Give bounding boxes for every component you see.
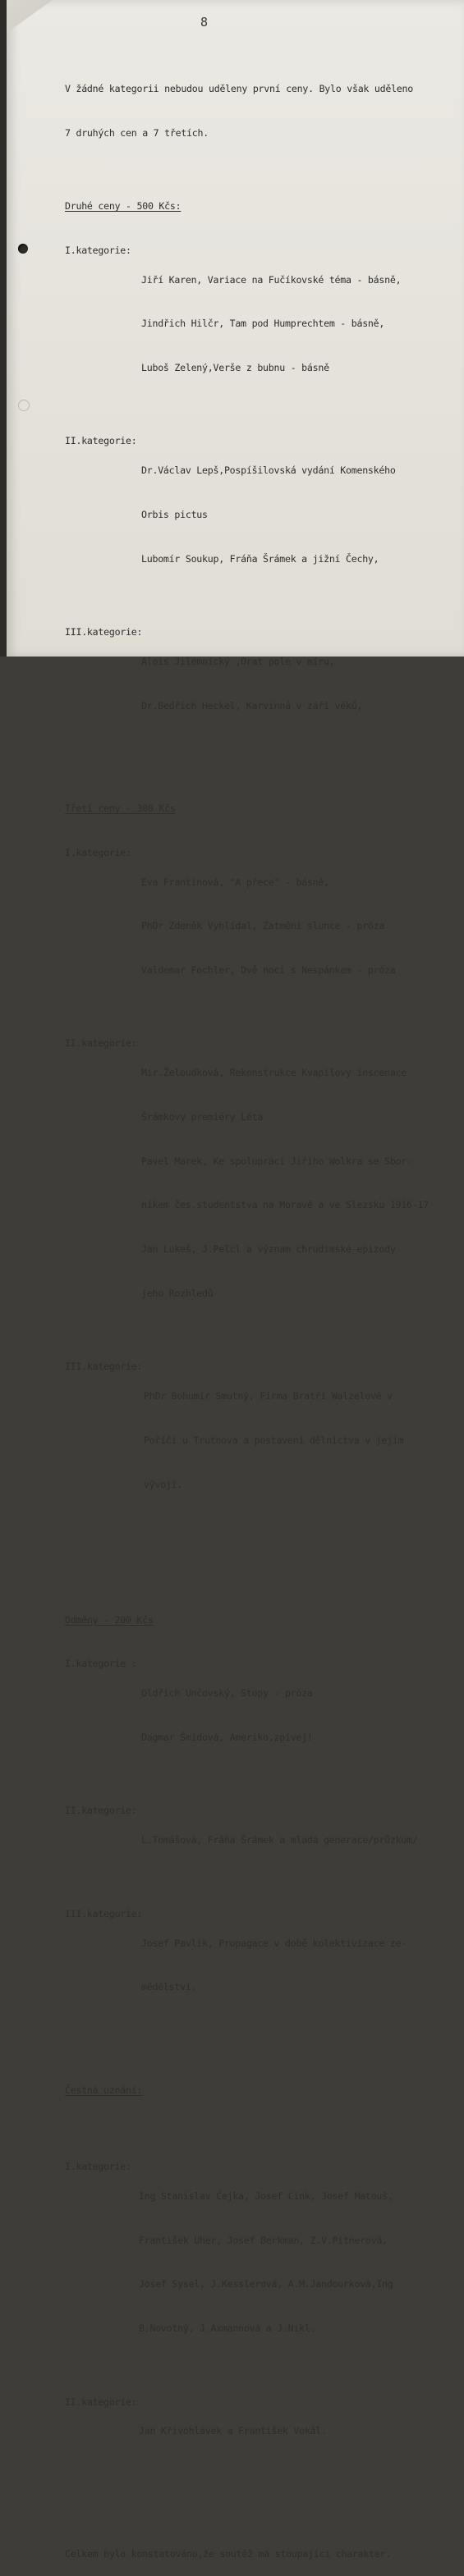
- entry-line: PhDr Bohumír Smutný, Firma Bratří Walzelové v: [144, 1390, 393, 1402]
- punch-hole: [18, 244, 28, 254]
- category-label: II.kategorie:: [65, 2395, 137, 2408]
- intro-line: V žádné kategorii nebudou uděleny první ceny. Bylo však uděleno: [65, 82, 413, 94]
- page-number: 8: [200, 15, 209, 30]
- entry-line: Orbis pictus: [141, 508, 208, 520]
- entry-line: Dr.Bedřich Heckel, Karvinná v záři věků,: [141, 699, 363, 711]
- section-heading: Třetí ceny - 300 Kčs: [65, 803, 176, 815]
- category-block: [65, 1657, 459, 1774]
- entry-line: Luboš Zelený,Verše z bubnu - básně: [141, 361, 329, 373]
- entry-line: Jan Lukeš, J.Pelcl a význam chrudimské epizody: [141, 1243, 396, 1256]
- category-block: [65, 1360, 459, 1521]
- document-body: [65, 53, 459, 2576]
- category-block: [65, 846, 459, 1008]
- entry-line: Ing Stanislav Čejka, Josef Cink, Josef Matouš,: [139, 2189, 393, 2202]
- entry-line: Poříčí u Trutnova a postavení dělnictva v jejím: [144, 1434, 404, 1446]
- entry-line: Pavel Marek, Ke spolupráci Jiřího Wolkra se Sbor-: [141, 1155, 412, 1167]
- entry-line: Jiří Karen, Variace na Fučíkovské téma - básně,: [141, 273, 402, 286]
- section-heading: Čestná uznání:: [65, 2084, 143, 2096]
- section-heading: Odměny - 200 Kčs: [65, 1613, 154, 1626]
- entry-line: Josef Sysel, J.Kesslerová, A.M.Jandourková,Ing: [139, 2278, 393, 2290]
- category-label: II.kategorie:: [65, 1037, 137, 1050]
- entry-line: Mir.Želoudková, Rekonstrukce Kvapilovy inscenace: [141, 1067, 407, 1079]
- category-block: [65, 1804, 459, 1878]
- entry-line: Dagmar Šmídová, Ameriko,zpívej!: [141, 1731, 313, 1743]
- category-label: I.kategorie:: [65, 846, 131, 858]
- category-label: III.kategorie:: [65, 1361, 143, 1373]
- category-label: I.kategorie:: [65, 244, 131, 256]
- entry-line: Jindřich Hilčr, Tam pod Humprechtem - básně,: [141, 318, 385, 330]
- folded-corner: [7, 0, 80, 49]
- entry-line: Valdemar Fochler, Dvě noci s Nespánkem - próza: [141, 963, 396, 976]
- entry-line: Eva Frantinová, "A přece" - básně,: [141, 876, 329, 888]
- category-label: I.kategorie :: [65, 1658, 137, 1670]
- category-block: [65, 2160, 459, 2366]
- entry-line: Šrámkovy premiéry Léta: [141, 1111, 264, 1123]
- category-block: [65, 1036, 459, 1330]
- category-block: [65, 2395, 459, 2469]
- entry-line: jeho Rozhledů: [141, 1287, 214, 1299]
- entry-line: vývoji.: [144, 1478, 183, 1490]
- category-block: [65, 434, 459, 596]
- category-label: II.kategorie:: [65, 1805, 137, 1817]
- category-label: III.kategorie:: [65, 626, 143, 638]
- entry-line: L.Tomášová, Fráňa Šrámek a mladá generace/průzkum/: [141, 1834, 418, 1846]
- entry-line: B.Novotný, J.Axmannová a J.Nikl.: [139, 2322, 316, 2335]
- entry-line: Lubomír Soukup, Fráňa Šrámek a jižní Čechy,: [141, 552, 379, 565]
- category-label: II.kategorie:: [65, 435, 137, 447]
- category-block: [65, 1907, 459, 2025]
- entry-line: mědělství.: [141, 1981, 197, 1993]
- entry-line: Josef Pavlík, Propagace v době kolektivizace ze-: [141, 1937, 407, 1949]
- category-block: [65, 244, 459, 405]
- entry-line: Dr.Václav Lepš,Pospíšilovská vydání Komenského: [141, 464, 396, 477]
- category-label: I.kategorie:: [65, 2161, 131, 2173]
- entry-line: Oldřich Unčovský, Stopy - próza: [141, 1687, 313, 1700]
- entry-line: níkem čes.studentstva na Moravě a ve Slezsku 1916-17: [141, 1199, 429, 1211]
- category-label: III.kategorie:: [65, 1907, 143, 1919]
- entry-line: František Uher, Josef Berkman, Z.V.Pitnerová,: [139, 2234, 388, 2246]
- entry-line: PhDr Zdeněk Vyhlídal, Zatmění slunce - próza: [141, 920, 385, 932]
- closing-statement: Celkem bylo konstatováno,že soutěž má stoupající charakter.: [65, 2547, 392, 2560]
- punch-hole-faint: [18, 400, 30, 411]
- entry-line: Alois Jilemnický ,Orat pole v míru,: [141, 656, 335, 668]
- section-heading: Druhé ceny - 500 Kčs:: [65, 200, 181, 213]
- intro-line: 7 druhých cen a 7 třetích.: [65, 126, 209, 139]
- category-block: [65, 625, 459, 743]
- entry-line: Jan Křivohlávek a František Vokál.: [139, 2425, 327, 2437]
